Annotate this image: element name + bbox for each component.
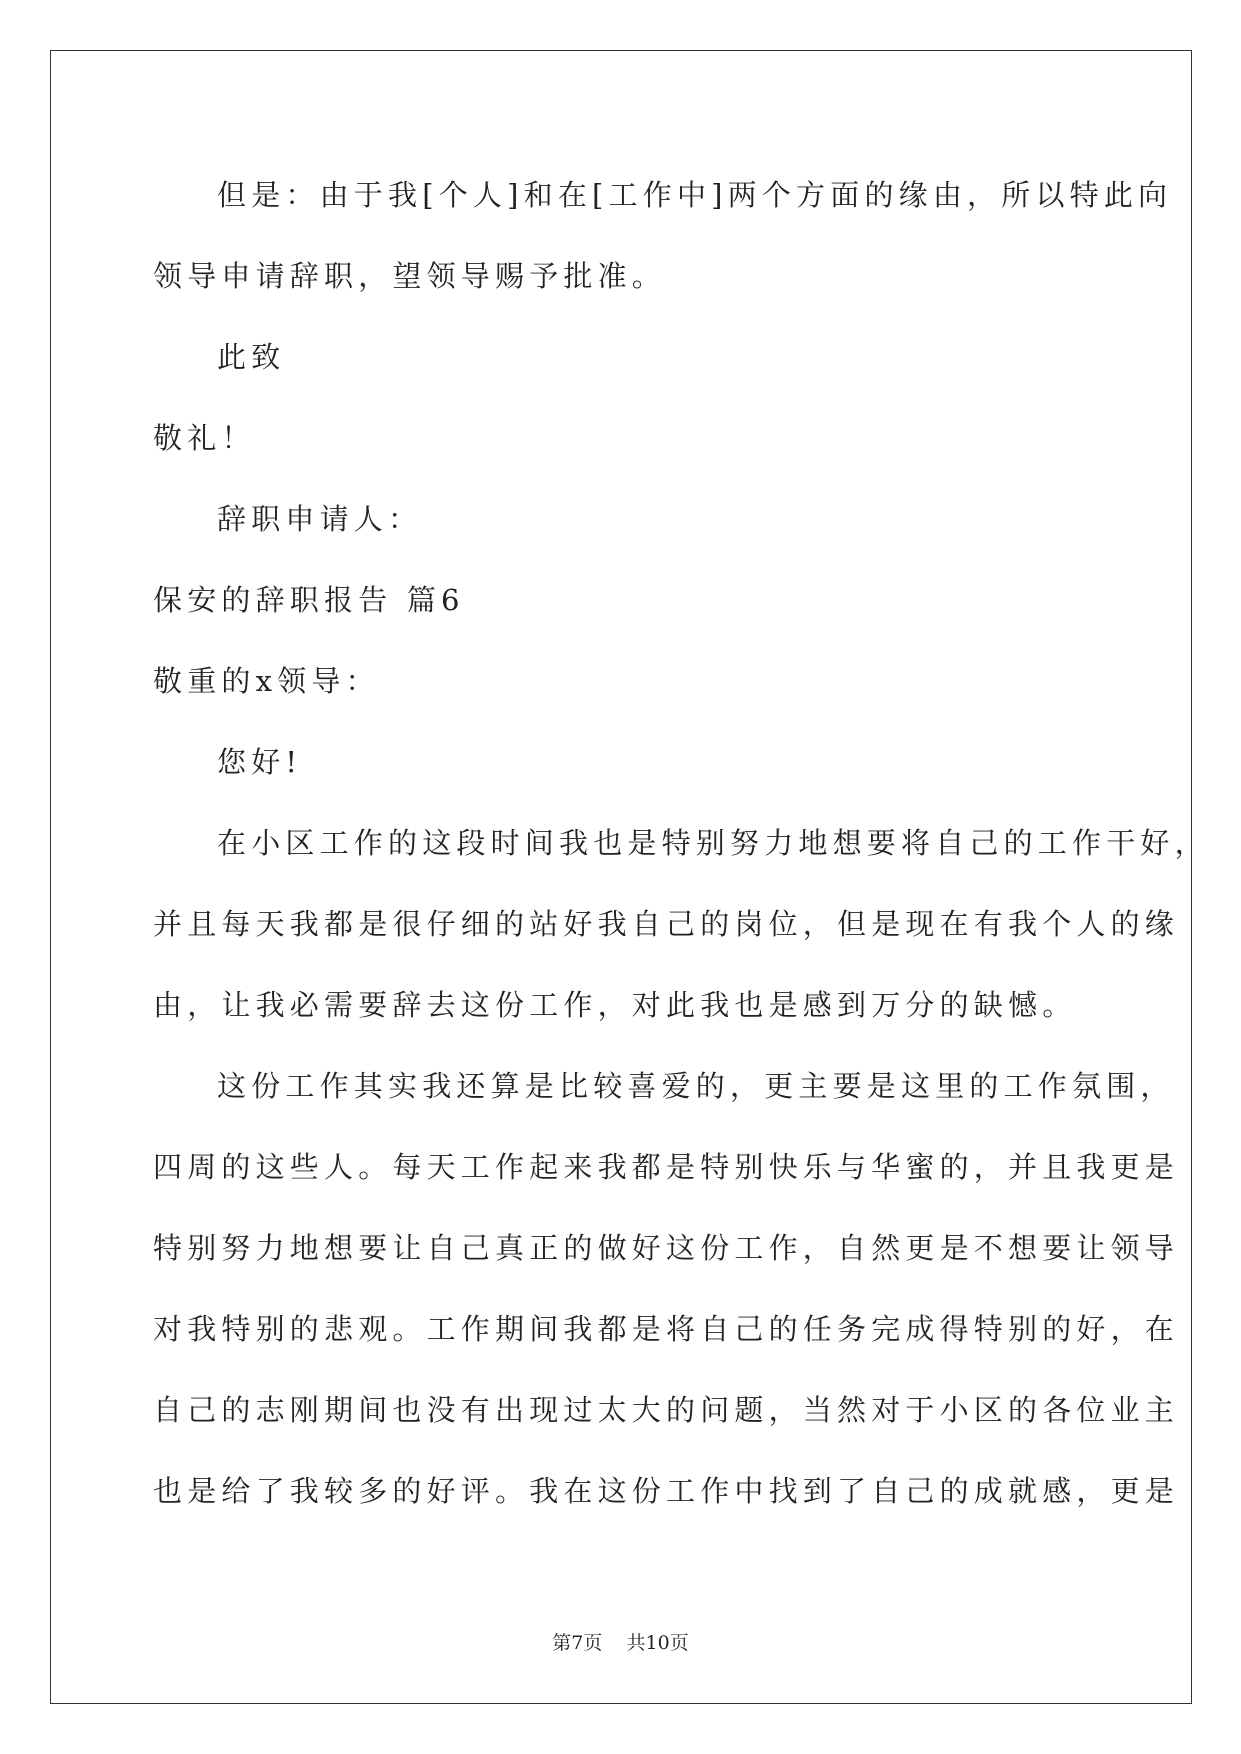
text-line <box>153 894 1180 975</box>
line-text: 敬重的x领导： <box>153 664 380 698</box>
page-total: 共10页 <box>626 1632 689 1654</box>
line-text: 这份工作其实我还算是比较喜爱的，更主要是这里的工作氛围， <box>217 1069 1175 1103</box>
text-line <box>153 246 1093 327</box>
text-line <box>153 813 1209 894</box>
section-heading <box>153 570 1093 651</box>
text-line <box>153 1299 1180 1380</box>
line-text: 但是：由于我[个人]和在[工作中]两个方面的缘由，所以特此向 <box>217 178 1173 212</box>
line-text: 您好! <box>217 745 303 779</box>
line-text: 辞职申请人： <box>217 502 423 536</box>
text-line <box>153 327 1093 408</box>
text-line <box>153 975 1093 1056</box>
text-line <box>153 732 1093 813</box>
line-text: 保安的辞职报告 篇6 <box>153 583 465 617</box>
line-text: 也是给了我较多的好评。我在这份工作中找到了自己的成就感，更是 <box>153 1474 1180 1508</box>
line-text: 敬礼！ <box>153 421 256 455</box>
line-text: 四周的这些人。每天工作起来我都是特别快乐与华蜜的，并且我更是 <box>153 1150 1180 1184</box>
line-text: 领导申请辞职，望领导赐予批准。 <box>153 259 667 293</box>
line-text: 此致 <box>217 340 286 374</box>
line-text: 由，让我必需要辞去这份工作，对此我也是感到万分的缺憾。 <box>153 988 1077 1022</box>
text-line <box>153 1056 1175 1137</box>
text-line <box>153 1137 1180 1218</box>
line-text: 对我特别的悲观。工作期间我都是将自己的任务完成得特别的好，在 <box>153 1312 1180 1346</box>
text-line <box>153 1380 1180 1461</box>
salutation-line <box>153 651 1093 732</box>
text-line <box>153 1218 1180 1299</box>
document-body <box>153 165 1209 1542</box>
text-line <box>153 489 1093 570</box>
line-text: 特别努力地想要让自己真正的做好这份工作，自然更是不想要让领导 <box>153 1231 1180 1265</box>
line-text: 在小区工作的这段时间我也是特别努力地想要将自己的工作干好， <box>217 826 1209 860</box>
page-footer <box>0 1630 1241 1656</box>
line-text: 自己的志刚期间也没有出现过太大的问题，当然对于小区的各位业主 <box>153 1393 1180 1427</box>
text-line <box>153 165 1173 246</box>
line-text: 并且每天我都是很仔细的站好我自己的岗位，但是现在有我个人的缘 <box>153 907 1180 941</box>
page-number: 第7页 <box>552 1632 603 1654</box>
text-line <box>153 408 1093 489</box>
text-line <box>153 1461 1180 1542</box>
